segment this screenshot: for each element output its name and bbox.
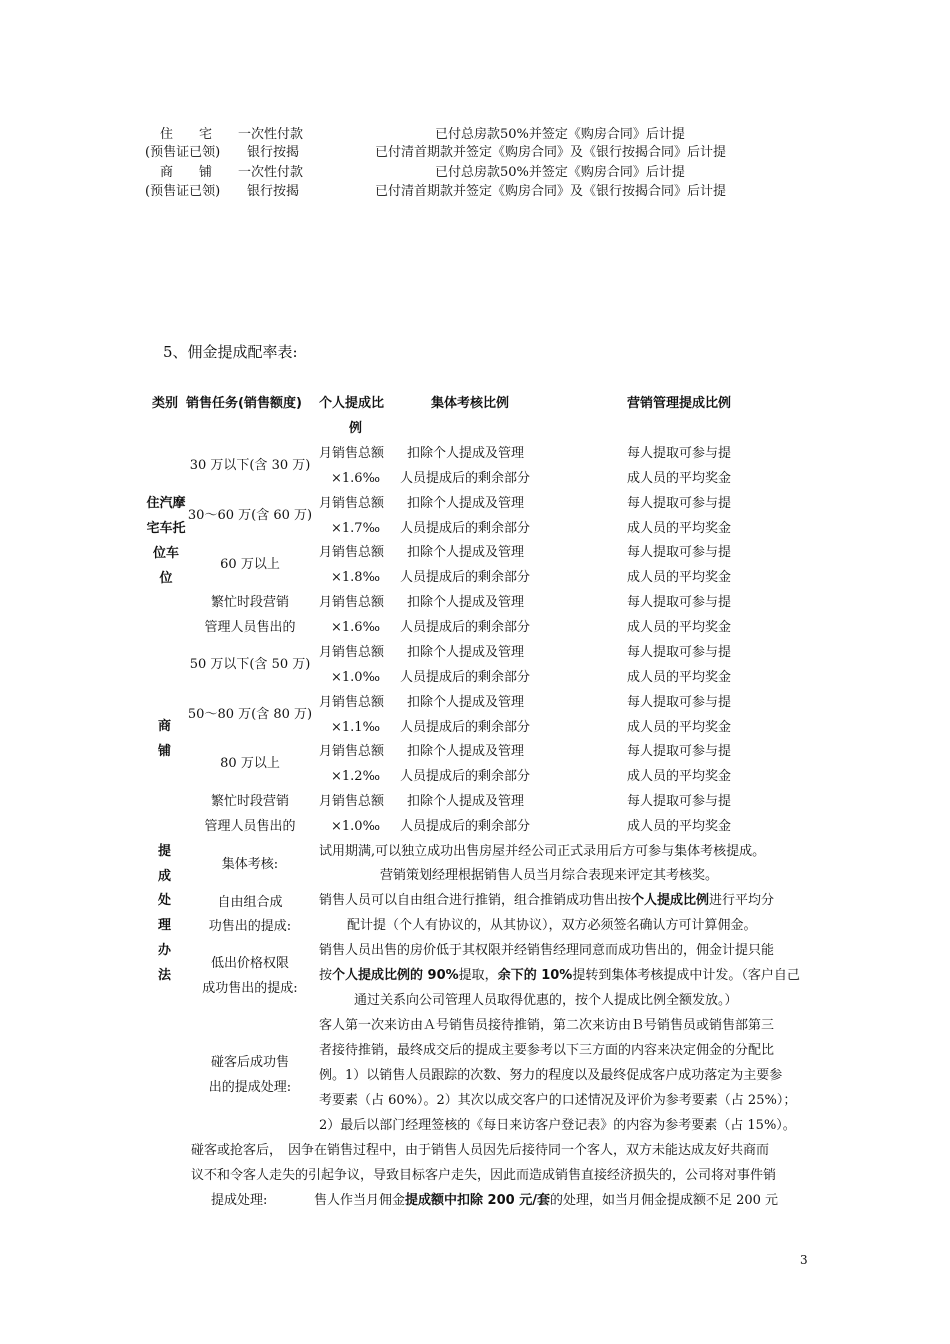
category-label-line: 住汽摩 bbox=[146, 496, 186, 511]
rate-value: ×1.6‰ bbox=[331, 620, 381, 635]
collective-text: 人员提成后的剩余部分 bbox=[400, 570, 531, 585]
collective-text: 扣除个人提成及管理 bbox=[407, 446, 525, 461]
task-cell: 80 万以上 bbox=[220, 756, 280, 771]
section-title: 5、佣金提成配率表: bbox=[163, 343, 298, 361]
collective-text: 人员提成后的剩余部分 bbox=[400, 720, 531, 735]
category-label-line: 铺 bbox=[158, 744, 172, 759]
rate-value: ×1.0‰ bbox=[331, 819, 381, 834]
monthly-total: 月销售总额 bbox=[319, 595, 385, 610]
text-segment: 提取， bbox=[458, 968, 498, 983]
handling-text: 营销策划经理根据销售人员当月综合表现来评定其考核奖。 bbox=[380, 868, 719, 883]
payment-method: 银行按揭 bbox=[247, 184, 300, 199]
monthly-total: 月销售总额 bbox=[319, 545, 385, 560]
text-segment: 的处理，如当月佣金提成额不足 200 元 bbox=[549, 1193, 779, 1208]
payment-method: 一次性付款 bbox=[238, 127, 304, 142]
category-label-line: 商 bbox=[158, 719, 172, 734]
marketing-text: 每人提取可参与提 bbox=[627, 645, 732, 660]
rate-value: ×1.0‰ bbox=[331, 670, 381, 685]
text-segment: 销售人员可以自由组合进行推销，组合推销成功售出按 bbox=[319, 893, 632, 908]
task-cell: 繁忙时段营销 bbox=[210, 595, 289, 610]
task-cell: 50～80 万(含 80 万) bbox=[187, 707, 313, 722]
marketing-text: 每人提取可参与提 bbox=[627, 695, 732, 710]
collective-text: 扣除个人提成及管理 bbox=[407, 695, 525, 710]
monthly-total: 月销售总额 bbox=[319, 446, 385, 461]
handling-text bbox=[319, 969, 800, 982]
category-label-line: 提 bbox=[158, 844, 172, 859]
marketing-text: 每人提取可参与提 bbox=[627, 595, 732, 610]
category-label-line: 办 bbox=[158, 943, 172, 958]
task-cell: 繁忙时段营销 bbox=[210, 794, 289, 809]
marketing-text: 成人员的平均奖金 bbox=[627, 819, 732, 834]
text-segment: 进行平均分 bbox=[709, 893, 775, 908]
collective-text: 人员提成后的剩余部分 bbox=[400, 471, 531, 486]
handling-label: 碰客或抢客后， bbox=[191, 1143, 283, 1158]
category-label-line: 理 bbox=[158, 918, 172, 933]
task-cell: 30 万以下(含 30 万) bbox=[189, 458, 311, 473]
text-segment: 提转到集体考核提成中计发。（客户自己 bbox=[572, 968, 800, 983]
monthly-total: 月销售总额 bbox=[319, 794, 385, 809]
marketing-text: 成人员的平均奖金 bbox=[627, 720, 732, 735]
handling-text: 者接待推销，最终成交后的提成主要参考以下三方面的内容来决定佣金的分配比 bbox=[319, 1043, 775, 1058]
collective-text: 扣除个人提成及管理 bbox=[407, 744, 525, 759]
emphasis-text: 余下的 10% bbox=[497, 968, 573, 983]
category-label-line: 成 bbox=[158, 869, 172, 884]
handling-label: 集体考核: bbox=[221, 857, 279, 872]
marketing-text: 每人提取可参与提 bbox=[627, 446, 732, 461]
task-cell: 管理人员售出的 bbox=[204, 819, 296, 834]
header-personal-rate: 个人提成比 bbox=[319, 396, 385, 411]
handling-text bbox=[319, 894, 774, 907]
category-label-line: 处 bbox=[158, 893, 172, 908]
payment-condition: 已付清首期款并签定《购房合同》及《银行按揭合同》后计提 bbox=[375, 145, 727, 160]
category-label-line: 位 bbox=[159, 571, 173, 586]
handling-text: 客人第一次来访由Ａ号销售员接待推销，第二次来访由Ｂ号销售员或销售部第三 bbox=[319, 1018, 775, 1033]
handling-text bbox=[314, 1194, 778, 1207]
emphasis-text: 个人提成比例的 90% bbox=[332, 968, 459, 983]
payment-type-residential: 住 宅 bbox=[160, 127, 213, 142]
marketing-text: 每人提取可参与提 bbox=[627, 794, 732, 809]
task-cell: 60 万以上 bbox=[220, 557, 280, 572]
handling-text: 因争在销售过程中，由于销售人员因先后接待同一个客人，双方未能达成友好共商而 bbox=[288, 1143, 770, 1158]
rate-value: ×1.2‰ bbox=[331, 769, 381, 784]
handling-text: 考要素（占 60%）。2）其次以成交客户的口述情况及评价为参考要素（占 25%）； bbox=[319, 1093, 797, 1108]
header-personal-rate-cont: 例 bbox=[349, 421, 363, 436]
task-cell: 50 万以下(含 50 万) bbox=[189, 657, 311, 672]
category-label-line: 法 bbox=[158, 968, 172, 983]
marketing-text: 每人提取可参与提 bbox=[627, 744, 732, 759]
collective-text: 扣除个人提成及管理 bbox=[407, 545, 525, 560]
category-label-line: 宅车托 bbox=[146, 521, 186, 536]
marketing-text: 成人员的平均奖金 bbox=[627, 521, 732, 536]
header-task: 销售任务(销售额度) bbox=[186, 396, 302, 411]
handling-label: 成功售出的提成: bbox=[202, 981, 298, 996]
payment-condition: 已付总房款50%并签定《购房合同》后计提 bbox=[435, 165, 685, 180]
handling-label: 自由组合成 bbox=[217, 895, 283, 910]
monthly-total: 月销售总额 bbox=[319, 496, 385, 511]
task-cell: 管理人员售出的 bbox=[204, 620, 296, 635]
payment-condition: 已付清首期款并签定《购房合同》及《银行按揭合同》后计提 bbox=[375, 184, 727, 199]
payment-method: 银行按揭 bbox=[247, 145, 300, 160]
collective-text: 人员提成后的剩余部分 bbox=[400, 670, 531, 685]
marketing-text: 成人员的平均奖金 bbox=[627, 471, 732, 486]
collective-text: 人员提成后的剩余部分 bbox=[400, 769, 531, 784]
collective-text: 人员提成后的剩余部分 bbox=[400, 819, 531, 834]
task-cell: 30～60 万(含 60 万) bbox=[187, 508, 313, 523]
handling-text: 配计提（个人有协议的，从其协议），双方必须签名确认方可计算佣金。 bbox=[347, 918, 757, 933]
handling-text: 例。1）以销售人员跟踪的次数、努力的程度以及最终促成客户成功落定为主要参 bbox=[319, 1068, 783, 1083]
handling-text: 议不和令客人走失的引起争议，导致目标客户走失，因此而造成销售直接经济损失的，公司将对事件销 bbox=[191, 1168, 777, 1183]
handling-text: 销售人员出售的房价低于其权限并经销售经理同意而成功售出的，佣金计提只能 bbox=[319, 943, 775, 958]
handling-label: 出的提成处理: bbox=[208, 1080, 292, 1095]
rate-value: ×1.8‰ bbox=[331, 570, 381, 585]
header-category: 类别 bbox=[152, 396, 179, 411]
payment-condition: 已付总房款50%并签定《购房合同》后计提 bbox=[435, 127, 685, 142]
monthly-total: 月销售总额 bbox=[319, 695, 385, 710]
collective-text: 扣除个人提成及管理 bbox=[407, 595, 525, 610]
payment-type-shop: 商 铺 bbox=[160, 165, 213, 180]
marketing-text: 每人提取可参与提 bbox=[627, 496, 732, 511]
rate-value: ×1.6‰ bbox=[331, 471, 381, 486]
collective-text: 扣除个人提成及管理 bbox=[407, 645, 525, 660]
handling-label: 碰客后成功售 bbox=[210, 1055, 289, 1070]
rate-value: ×1.1‰ bbox=[331, 720, 381, 735]
handling-label: 功售出的提成: bbox=[208, 919, 292, 934]
text-segment: 按 bbox=[319, 968, 333, 983]
text-segment: 售人作当月佣金 bbox=[314, 1193, 406, 1208]
payment-type-note: (预售证已领) bbox=[145, 145, 221, 160]
marketing-text: 每人提取可参与提 bbox=[627, 545, 732, 560]
page-number: 3 bbox=[800, 1253, 808, 1267]
marketing-text: 成人员的平均奖金 bbox=[627, 620, 732, 635]
payment-type-note: (预售证已领) bbox=[145, 184, 221, 199]
monthly-total: 月销售总额 bbox=[319, 744, 385, 759]
handling-text: 2）最后以部门经理签核的《每日来访客户登记表》的内容为参考要素（占 15%）。 bbox=[319, 1118, 796, 1133]
monthly-total: 月销售总额 bbox=[319, 645, 385, 660]
collective-text: 人员提成后的剩余部分 bbox=[400, 521, 531, 536]
collective-text: 扣除个人提成及管理 bbox=[407, 496, 525, 511]
handling-text: 试用期满,可以独立成功出售房屋并经公司正式录用后方可参与集体考核提成。 bbox=[319, 844, 766, 859]
category-label-line: 位车 bbox=[152, 546, 179, 561]
emphasis-text: 提成额中扣除 200 元/套 bbox=[405, 1193, 550, 1208]
handling-label: 低出价格权限 bbox=[210, 956, 289, 971]
handling-label: 提成处理: bbox=[211, 1193, 268, 1208]
rate-value: ×1.7‰ bbox=[331, 521, 381, 536]
marketing-text: 成人员的平均奖金 bbox=[627, 570, 732, 585]
payment-method: 一次性付款 bbox=[238, 165, 304, 180]
collective-text: 扣除个人提成及管理 bbox=[407, 794, 525, 809]
header-collective: 集体考核比例 bbox=[431, 396, 510, 411]
marketing-text: 成人员的平均奖金 bbox=[627, 769, 732, 784]
header-marketing: 营销管理提成比例 bbox=[627, 396, 732, 411]
marketing-text: 成人员的平均奖金 bbox=[627, 670, 732, 685]
handling-text: 通过关系向公司管理人员取得优惠的，按个人提成比例全额发放。） bbox=[354, 993, 738, 1008]
emphasis-text: 个人提成比例 bbox=[631, 893, 710, 908]
collective-text: 人员提成后的剩余部分 bbox=[400, 620, 531, 635]
